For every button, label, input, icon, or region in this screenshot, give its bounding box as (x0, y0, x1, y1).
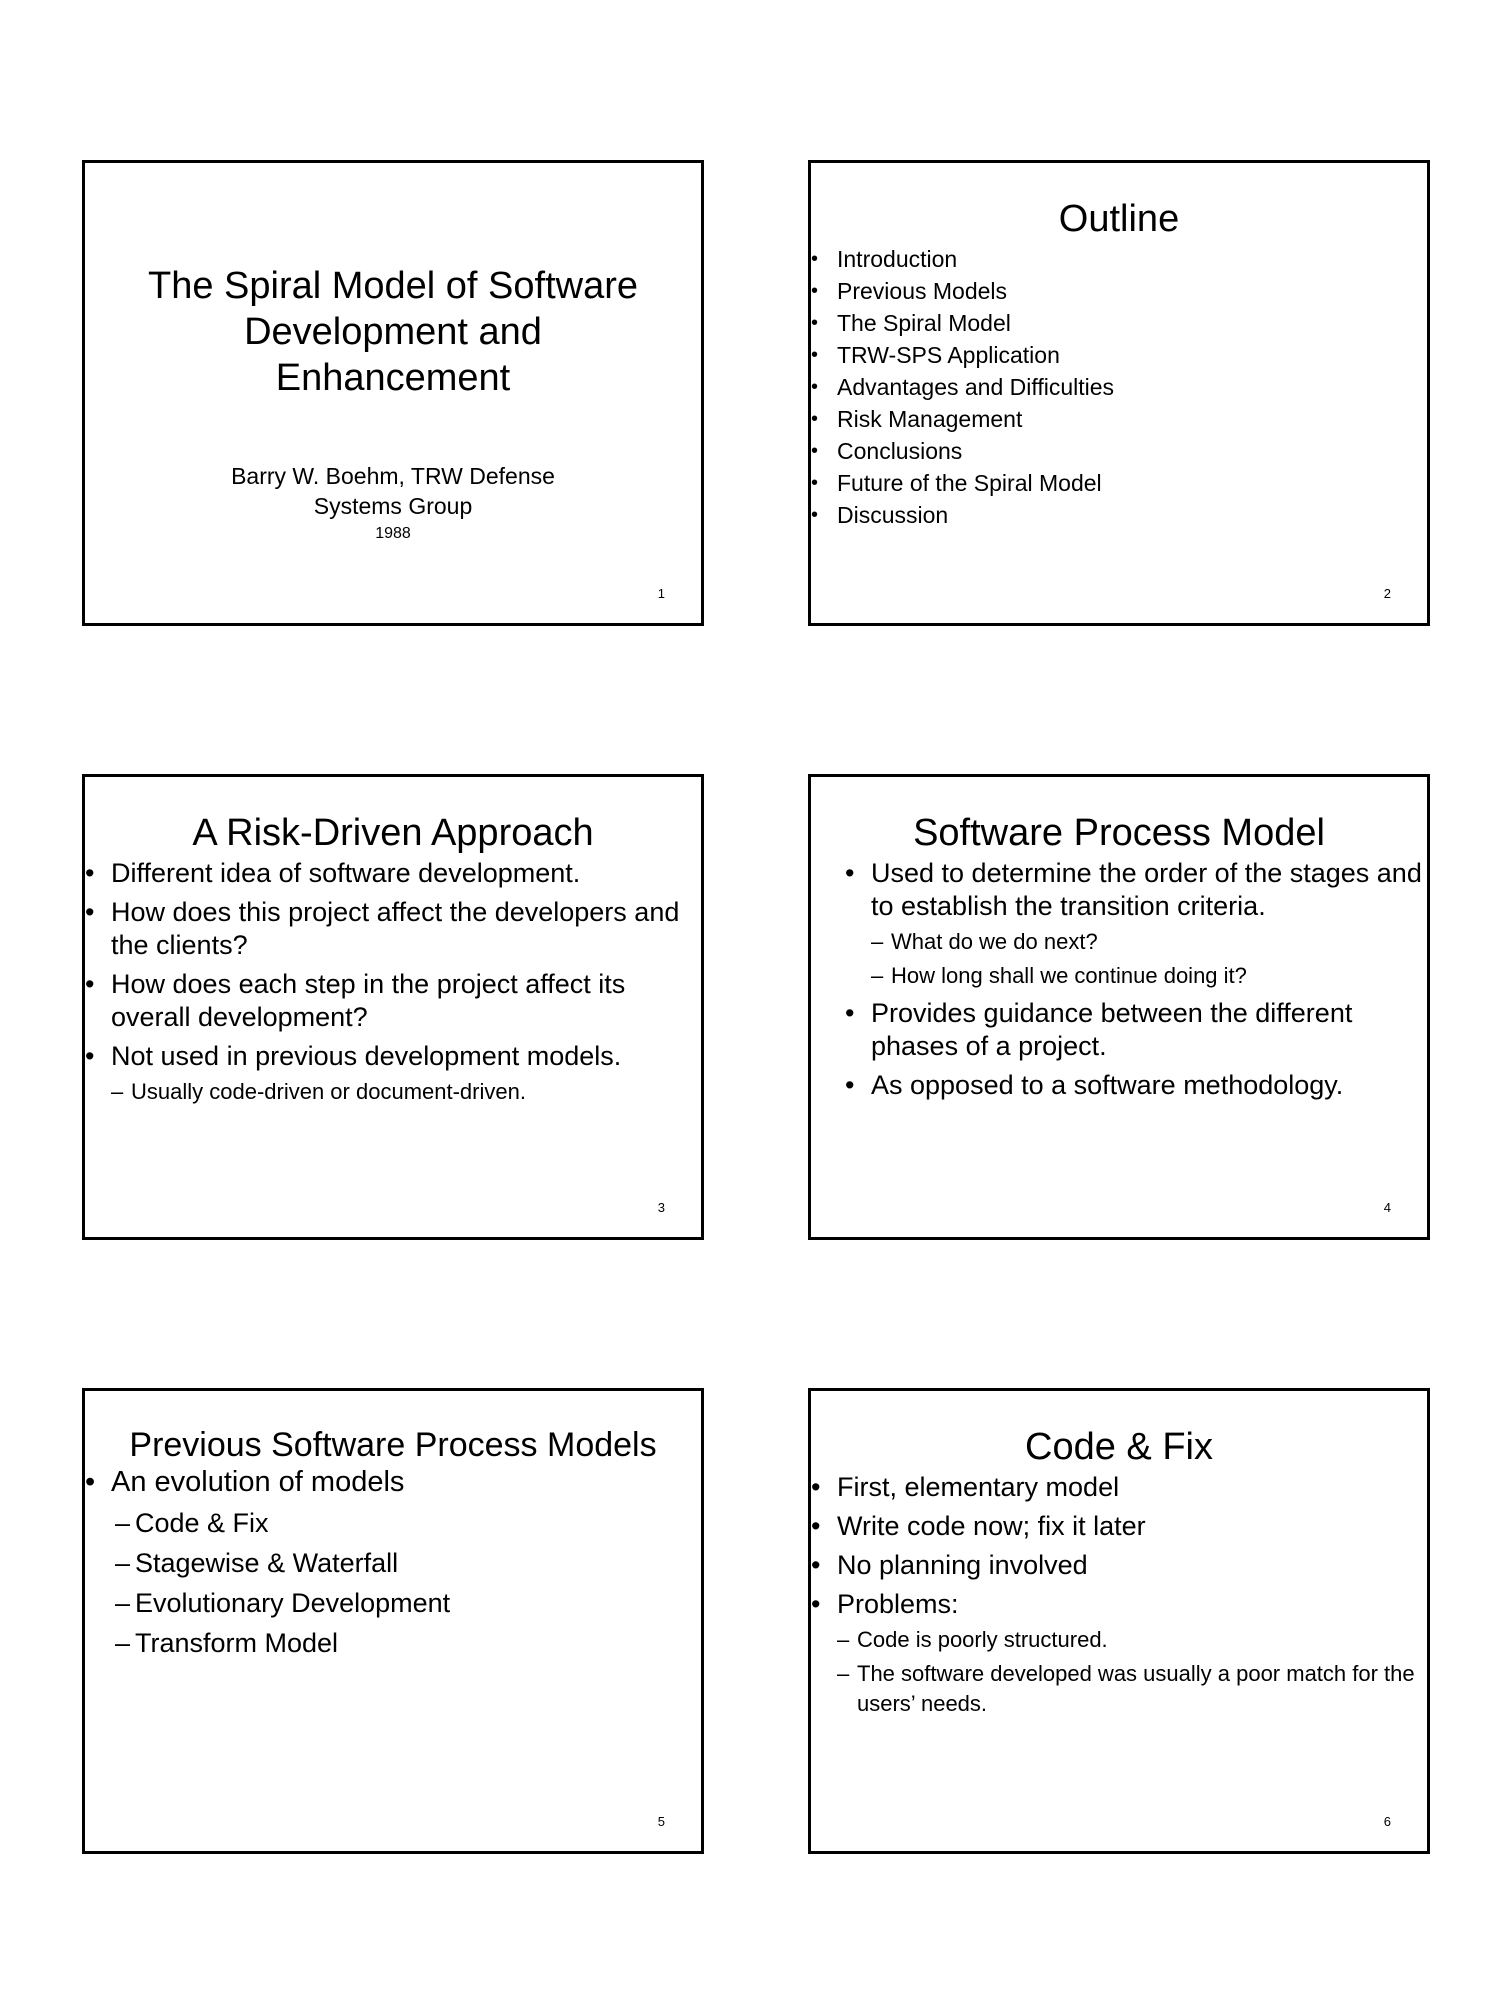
sub-list-item-text: Code is poorly structured. (857, 1626, 1108, 1652)
list-item-text: First, elementary model (837, 1471, 1120, 1502)
bullet-icon: • (85, 968, 95, 999)
bullet-icon: • (811, 375, 819, 398)
bullet-icon: • (85, 1465, 96, 1498)
sub-list-item (871, 961, 1427, 991)
list-item (811, 1588, 1427, 1719)
bullet-list (845, 857, 1427, 1102)
bullet-icon: • (811, 343, 819, 366)
list-item (811, 499, 1427, 531)
slide-2 (808, 160, 1430, 626)
list-item (85, 896, 701, 962)
slide-1 (82, 160, 704, 626)
slide-number: 1 (657, 586, 665, 601)
list-item (845, 857, 1427, 991)
author-line: Barry W. Boehm, TRW Defense (231, 463, 555, 489)
list-item-text: The Spiral Model (837, 309, 1011, 336)
bullet-icon: • (811, 247, 819, 270)
list-item (811, 371, 1427, 403)
dash-icon: – (837, 1626, 850, 1652)
bullet-icon: • (845, 1069, 855, 1100)
bullet-icon: • (811, 1510, 821, 1541)
sub-list-item (115, 1623, 701, 1663)
sub-list (871, 927, 1427, 991)
list-item-text: Risk Management (837, 405, 1023, 432)
list-item-text: Write code now; fix it later (837, 1510, 1146, 1541)
dash-icon: – (115, 1587, 131, 1618)
bullet-icon: • (811, 407, 819, 430)
bullet-list (85, 857, 701, 1107)
bullet-icon: • (845, 997, 855, 1028)
slide-1-year: 1988 (375, 525, 411, 542)
sub-list-item-text: What do we do next? (891, 928, 1098, 954)
list-item-text: How does this project affect the developers and the clients? (111, 896, 680, 960)
list-item-text: Previous Models (837, 277, 1008, 304)
sub-list-item-text: The software developed was usually a poor match for the users’ needs. (857, 1660, 1415, 1716)
bullet-icon: • (811, 1549, 821, 1580)
list-item (811, 403, 1427, 435)
bullet-icon: • (811, 1588, 821, 1619)
bullet-icon: • (811, 311, 819, 334)
list-item (811, 307, 1427, 339)
bullet-list (85, 1466, 701, 1663)
list-item-text: An evolution of models (111, 1465, 405, 1498)
slide-1-author (85, 461, 701, 521)
slide-6 (808, 1388, 1430, 1854)
slide-3-title: A Risk-Driven Approach (192, 812, 594, 854)
sub-list-item-text: How long shall we continue doing it? (891, 962, 1247, 988)
sub-list-item-text: Transform Model (135, 1627, 339, 1658)
slide-1-title (85, 263, 701, 401)
list-item (85, 1040, 701, 1107)
title-line: Development and (244, 311, 542, 353)
sub-list (111, 1077, 701, 1107)
list-item-text: Used to determine the order of the stages and to establish the transition criteria. (871, 857, 1422, 921)
slide-5 (82, 1388, 704, 1854)
list-item (811, 275, 1427, 307)
sub-list-item (115, 1583, 701, 1623)
bullet-icon: • (811, 503, 819, 526)
list-item-text: No planning involved (837, 1549, 1088, 1580)
list-item (811, 435, 1427, 467)
list-item (85, 857, 701, 890)
list-item-text: Future of the Spiral Model (837, 469, 1102, 496)
list-item (845, 1069, 1427, 1102)
list-item-text: Provides guidance between the different phases of a project. (871, 997, 1353, 1061)
list-item (811, 467, 1427, 499)
list-item-text: Not used in previous development models. (111, 1040, 622, 1071)
title-line: The Spiral Model of Software (147, 265, 638, 307)
slide-number: 6 (1383, 1814, 1391, 1829)
sub-list-item (115, 1543, 701, 1583)
list-item-text: Problems: (837, 1588, 959, 1619)
list-item-text: Conclusions (837, 437, 963, 464)
list-item (811, 339, 1427, 371)
dash-icon: – (115, 1507, 131, 1538)
slide-4 (808, 774, 1430, 1240)
author-line: Systems Group (313, 493, 473, 519)
sub-list-item (871, 927, 1427, 957)
list-item (85, 968, 701, 1034)
list-item (811, 1471, 1427, 1504)
slide-3 (82, 774, 704, 1240)
dash-icon: – (837, 1660, 850, 1686)
dash-icon: – (871, 928, 884, 954)
sub-list-item-text: Code & Fix (135, 1507, 269, 1538)
list-item-text: Discussion (837, 501, 949, 528)
sub-list-item (115, 1503, 701, 1543)
slide-6-title: Code & Fix (1025, 1426, 1213, 1468)
bullet-icon: • (811, 439, 819, 462)
dash-icon: – (115, 1627, 131, 1658)
dash-icon: – (115, 1547, 131, 1578)
sub-list-item (111, 1077, 701, 1107)
list-item-text: Introduction (837, 245, 958, 272)
outline-list (811, 243, 1427, 531)
slide-4-title: Software Process Model (913, 812, 1325, 854)
list-item-text: How does each step in the project affect its overall development? (111, 968, 626, 1032)
list-item (811, 243, 1427, 275)
dash-icon: – (871, 962, 884, 988)
bullet-icon: • (811, 471, 819, 494)
slide-number: 5 (657, 1814, 665, 1829)
bullet-icon: • (811, 1471, 821, 1502)
sub-list (837, 1625, 1427, 1719)
list-item (845, 997, 1427, 1063)
slide-5-title: Previous Software Process Models (129, 1426, 657, 1464)
list-item-text: As opposed to a software methodology. (871, 1069, 1344, 1100)
bullet-list (811, 1471, 1427, 1719)
list-item-text: Advantages and Difficulties (837, 373, 1115, 400)
list-item-text: TRW-SPS Application (837, 341, 1060, 368)
sub-list-item (837, 1625, 1427, 1655)
slide-number: 4 (1383, 1200, 1391, 1215)
sub-list-item-text: Usually code-driven or document-driven. (131, 1078, 526, 1104)
bullet-icon: • (811, 279, 819, 302)
dash-icon: – (111, 1078, 124, 1104)
sub-list (115, 1503, 701, 1663)
slide-number: 3 (657, 1200, 665, 1215)
bullet-icon: • (85, 857, 95, 888)
sub-list-item-text: Stagewise & Waterfall (135, 1547, 399, 1578)
bullet-icon: • (85, 1040, 95, 1071)
slide-number: 2 (1383, 586, 1391, 601)
list-item (811, 1510, 1427, 1543)
bullet-icon: • (845, 857, 855, 888)
slide-2-title: Outline (1058, 198, 1180, 240)
sub-list-item (837, 1659, 1427, 1719)
sub-list-item-text: Evolutionary Development (135, 1587, 451, 1618)
title-line: Enhancement (275, 357, 511, 399)
bullet-icon: • (85, 896, 95, 927)
list-item (85, 1466, 701, 1663)
list-item-text: Different idea of software development. (111, 857, 581, 888)
list-item (811, 1549, 1427, 1582)
